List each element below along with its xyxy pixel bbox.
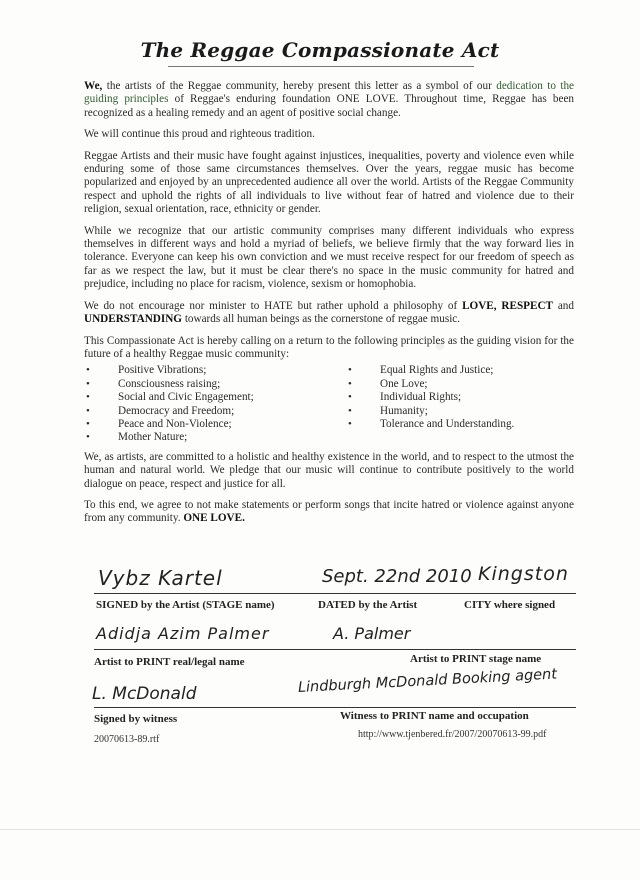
witness-print-signature: Lindburgh McDonald Booking agent bbox=[297, 666, 558, 696]
intro-we: We, bbox=[84, 80, 103, 92]
principle-item: • Individual Rights; bbox=[346, 391, 574, 404]
principles-left bbox=[84, 364, 346, 444]
principle-item: • Peace and Non-Violence; bbox=[84, 418, 346, 431]
principle-item: • Equal Rights and Justice; bbox=[346, 364, 574, 377]
pledge-one-love: ONE LOVE. bbox=[183, 512, 245, 525]
signature-line-2 bbox=[94, 649, 576, 650]
paragraph-principles-intro: This Compassionate Act is hereby calling on a return to the following principles as the guiding vision for the future of a healthy Reggae music community: bbox=[84, 334, 574, 360]
stage-name-signature: Vybz Kartel bbox=[98, 566, 223, 590]
principle-item: • Mother Nature; bbox=[84, 431, 346, 444]
paragraph-philosophy bbox=[84, 300, 574, 327]
title-underline bbox=[168, 66, 474, 67]
legal-name-signature: Adidja Azim Palmer bbox=[96, 624, 270, 643]
philosophy-text-b: towards all human beings as the cornerstone of reggae music. bbox=[182, 313, 461, 326]
signed-witness-label: Signed by witness bbox=[94, 713, 178, 725]
paragraph-tolerance: While we recognize that our artistic community comprises many different individuals who express themselves in different ways and hold a myriad of beliefs, we believe firmly that the way forward lies in tolerance. Everyone can keep his own conviction and we must receive respect for our freedom of speech as far as we respect the law, but it must be clear there's no space in the music community for hatred and prejudice, including no place for racism, violence, sexism or homophobia. bbox=[84, 224, 574, 291]
paragraph-pledge bbox=[84, 499, 574, 526]
principle-item: • Social and Civic Engagement; bbox=[84, 391, 346, 404]
philosophy-understanding: UNDERSTANDING bbox=[84, 313, 183, 326]
principle-item: • One Love; bbox=[346, 378, 574, 391]
city-label: CITY where signed bbox=[464, 599, 556, 611]
file-reference: 20070613-89.rtf bbox=[94, 734, 160, 745]
paragraph-tradition: We will continue this proud and righteous tradition. bbox=[84, 128, 315, 141]
city-signature: Kingston bbox=[478, 563, 569, 585]
principle-item: • Consciousness raising; bbox=[84, 378, 346, 391]
principle-item: • Humanity; bbox=[346, 405, 574, 418]
print-stage-name-label: Artist to PRINT stage name bbox=[410, 653, 542, 665]
print-real-name-label: Artist to PRINT real/legal name bbox=[94, 656, 245, 668]
principle-item: • Positive Vibrations; bbox=[84, 364, 346, 377]
principle-item: • Tolerance and Understanding. bbox=[346, 418, 574, 431]
scan-edge-line bbox=[0, 829, 640, 830]
signed-by-label: SIGNED by the Artist (STAGE name) bbox=[96, 599, 275, 611]
dated-by-label: DATED by the Artist bbox=[318, 599, 418, 611]
source-url: http://www.tjenbered.fr/2007/20070613-99.pdf bbox=[358, 729, 547, 740]
philosophy-love: LOVE, RESPECT bbox=[462, 299, 553, 312]
date-signature: Sept. 22nd 2010 bbox=[322, 566, 472, 587]
principles-right bbox=[346, 364, 574, 444]
document-title: The Reggae Compassionate Act bbox=[140, 38, 500, 62]
philosophy-text-a: We do not encourage nor minister to HATE but rather uphold a philosophy of bbox=[84, 299, 463, 312]
pledge-text: To this end, we agree to not make statements or perform songs that incite hatred or violence against anyone from any community. bbox=[84, 498, 574, 525]
paragraph-history: Reggae Artists and their music have fought against injustices, inequalities, poverty and violence even while enduring some of those same circumstances themselves. Over the years, reggae music has become popularized and enjoyed by an unprecedented audience all over the world. Artists of the Reggae Community respect and uphold the rights of all individuals to live without fear of hatred and violence due to their religion, sexual orientation, race, ethnicity or gender. bbox=[84, 149, 574, 216]
paragraph-commitment: We, as artists, are committed to a holistic and healthy existence in the world, and to respect to the utmost the human and natural world. We pledge that our music will continue to contribute positively to the world dialogue on peace, respect and justice for all. bbox=[84, 450, 574, 490]
intro-highlight: dedication to the guiding principles bbox=[84, 80, 575, 106]
print-stage-name-signature: A. Palmer bbox=[333, 624, 411, 643]
scan-smudge bbox=[436, 342, 444, 350]
philosophy-and: and bbox=[553, 299, 574, 312]
witness-print-label: Witness to PRINT name and occupation bbox=[340, 710, 529, 722]
paragraph-intro bbox=[84, 80, 574, 120]
principles-list bbox=[84, 364, 574, 444]
signature-line-1 bbox=[94, 593, 576, 594]
document-body bbox=[84, 80, 574, 534]
intro-text-a: the artists of the Reggae community, hereby present this letter as a symbol of our bbox=[102, 80, 497, 92]
principle-item: • Democracy and Freedom; bbox=[84, 405, 346, 418]
witness-signature: L. McDonald bbox=[92, 684, 197, 704]
signature-line-3 bbox=[94, 707, 576, 708]
intro-text-b: of Reggae's enduring foundation ONE LOVE. Throughout time, Reggae has been recognized as a healing remedy and an agent of positive social change. bbox=[84, 93, 574, 119]
